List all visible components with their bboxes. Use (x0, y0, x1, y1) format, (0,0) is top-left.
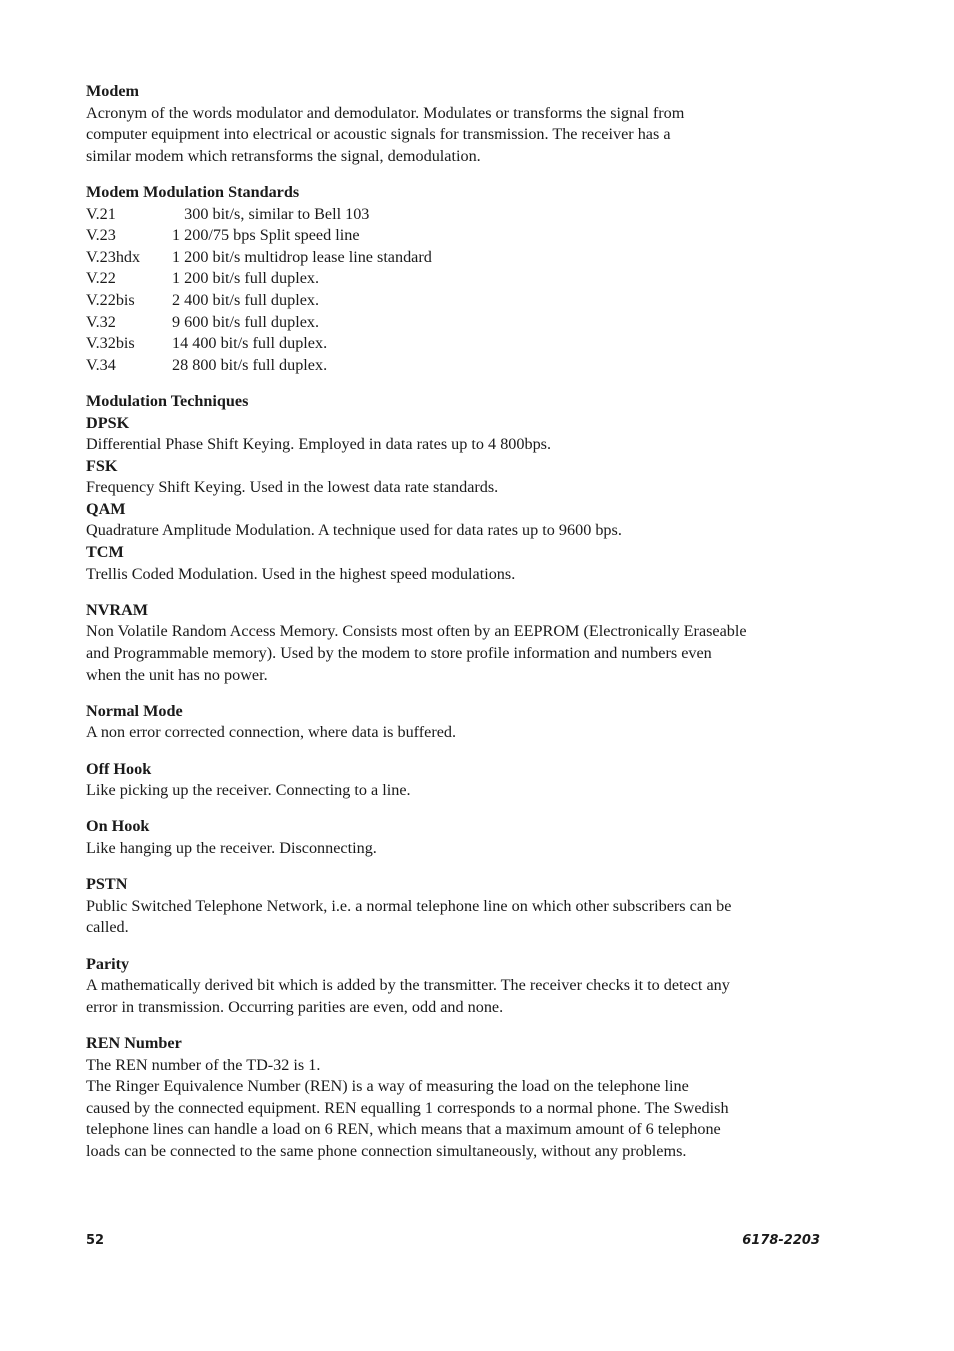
definition-line: similar modem which retransforms the signal, demodulation. (86, 146, 481, 165)
term-heading: Parity (86, 954, 130, 973)
definition-line: Like hanging up the receiver. Disconnecting. (86, 838, 377, 857)
standard-description: 28 800 bit/s full duplex. (172, 355, 328, 374)
definition-line: Acronym of the words modulator and demodulator. Modulates or transforms the signal from (86, 103, 685, 122)
term-heading: Normal Mode (86, 701, 183, 720)
definition-line: loads can be connected to the same phone connection simultaneously, without any problems. (86, 1141, 687, 1160)
standard-code: V.23hdx (86, 247, 141, 266)
standard-code: V.21 (86, 204, 116, 223)
definition-line: Public Switched Telephone Network, i.e. a normal telephone line on which other subscribers can be (86, 896, 732, 915)
technique-description: Differential Phase Shift Keying. Employed in data rates up to 4 800bps. (86, 435, 552, 454)
standard-description: 1 200 bit/s multidrop lease line standard (172, 247, 432, 266)
entry-normal-mode (86, 701, 826, 744)
standard-description: 300 bit/s, similar to Bell 103 (172, 204, 370, 223)
entry-modulation-techniques (86, 391, 826, 585)
definition-line: A non error corrected connection, where data is buffered. (86, 723, 457, 742)
definition-line: and Programmable memory). Used by the modem to store profile information and numbers even (86, 644, 712, 663)
entry-pstn (86, 874, 826, 939)
definition-line: The REN number of the TD-32 is 1. (86, 1055, 321, 1074)
standard-row (86, 225, 826, 247)
standard-code: V.23 (86, 226, 116, 245)
standard-row (86, 204, 826, 226)
entry-parity (86, 954, 826, 1019)
standard-code: V.22bis (86, 290, 135, 309)
definition-line: telephone lines can handle a load on 6 REN, which means that a maximum amount of 6 telephone (86, 1120, 721, 1139)
definition-line: called. (86, 918, 129, 937)
definition-line: A mathematically derived bit which is added by the transmitter. The receiver checks it to detect any (86, 976, 730, 995)
standard-description: 1 200/75 bps Split speed line (172, 226, 360, 245)
entry-ren-number (86, 1033, 826, 1163)
page-footer (86, 1233, 820, 1251)
standard-code: V.32 (86, 312, 116, 331)
entry-modulation-standards (86, 182, 826, 376)
definition-line: Like picking up the receiver. Connecting to a line. (86, 781, 411, 800)
standard-row (86, 333, 826, 355)
technique-description: Trellis Coded Modulation. Used in the highest speed modulations. (86, 564, 516, 583)
term-heading: REN Number (86, 1033, 182, 1052)
page-content (86, 81, 826, 1177)
term-heading: Modem Modulation Standards (86, 182, 300, 201)
definition-line: computer equipment into electrical or acoustic signals for transmission. The receiver has a (86, 125, 671, 144)
standard-row (86, 268, 826, 290)
technique-name: TCM (86, 543, 124, 562)
standard-code: V.34 (86, 355, 116, 374)
technique-name: DPSK (86, 413, 130, 432)
technique-name: QAM (86, 499, 126, 518)
entry-on-hook (86, 816, 826, 859)
term-heading: PSTN (86, 875, 128, 894)
term-heading: Modem (86, 82, 140, 100)
standard-code: V.22 (86, 269, 116, 288)
standard-row (86, 355, 826, 377)
definition-line: caused by the connected equipment. REN equalling 1 corresponds to a normal phone. The Swedish (86, 1098, 729, 1117)
standard-code: V.32bis (86, 334, 135, 353)
standard-row (86, 247, 826, 269)
entry-nvram (86, 600, 826, 686)
technique-description: Quadrature Amplitude Modulation. A technique used for data rates up to 9600 bps. (86, 521, 622, 540)
technique-name: FSK (86, 456, 118, 475)
standard-row (86, 290, 826, 312)
standard-description: 9 600 bit/s full duplex. (172, 312, 320, 331)
entry-off-hook (86, 759, 826, 802)
term-heading: NVRAM (86, 600, 149, 619)
entry-modem (86, 81, 826, 167)
term-heading: Off Hook (86, 759, 152, 778)
standard-row (86, 312, 826, 334)
definition-line: The Ringer Equivalence Number (REN) is a way of measuring the load on the telephone line (86, 1077, 689, 1096)
page-number: 52 (86, 1233, 105, 1248)
definition-line: when the unit has no power. (86, 665, 268, 684)
standard-description: 14 400 bit/s full duplex. (172, 334, 328, 353)
term-heading: On Hook (86, 817, 150, 836)
term-heading: Modulation Techniques (86, 391, 249, 410)
definition-line: error in transmission. Occurring parities are even, odd and none. (86, 997, 504, 1016)
technique-description: Frequency Shift Keying. Used in the lowest data rate standards. (86, 478, 499, 497)
document-number: 6178-2203 (742, 1233, 820, 1248)
standard-description: 2 400 bit/s full duplex. (172, 290, 320, 309)
definition-line: Non Volatile Random Access Memory. Consists most often by an EEPROM (Electronically Eraseable (86, 622, 747, 641)
standard-description: 1 200 bit/s full duplex. (172, 269, 320, 288)
